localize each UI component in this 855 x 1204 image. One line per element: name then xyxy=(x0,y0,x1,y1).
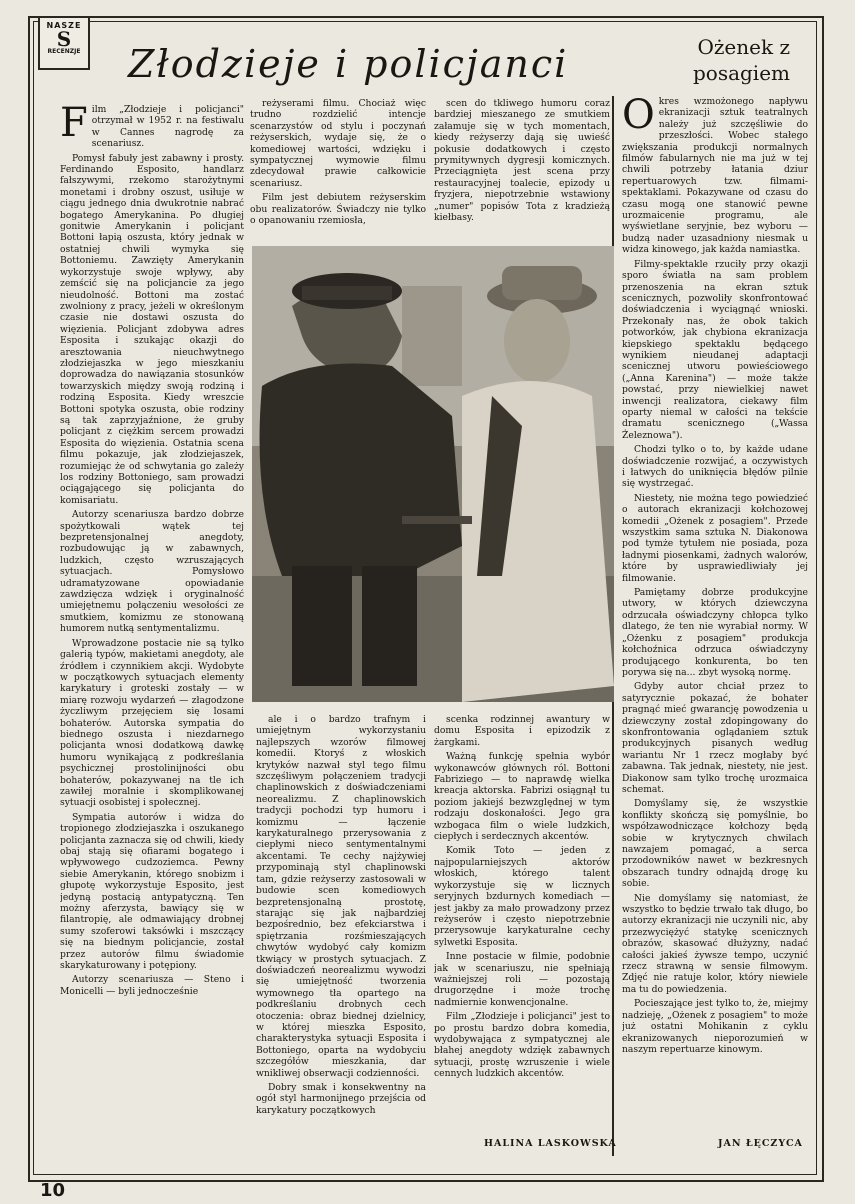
paragraph: Autorzy scenariusza bardzo dobrze spożytkowali wątek tej bezpretensjonalnej anegdoty, rozbudowując ją w zabawnych, ludzkich, często wzruszających sytuacjach. Pomysłowo udramatyzowane opowiadanie zawdzięcza wdzięk i oryginalność umiejętnemu połączeniu wesołości ze smutkiem, komizmu ze stonowaną humorem nutką sentymentalizmu. xyxy=(60,509,244,635)
masthead-line3: RECENZJE xyxy=(47,48,81,55)
paragraph: scen do tkliwego humoru coraz bardziej mieszanego ze smutkiem załamuje się w tych momentach, kiedy reżyserzy dają się uwieść pokusie dodatkowych i często prymitywnych dygresji komicznych. Przeciągnięta jest scena przy restauracyjnej toalecie, epizody u fryzjera, niepotrzebnie wstawiony „numer" popisów Tota z kradzieżą kiełbasy. xyxy=(434,98,610,224)
paragraph: Pomysł fabuły jest zabawny i prosty. Ferdinando Esposito, handlarz fałszywymi, rzekomo starożytnymi monetami i drobny oszust, usiłuje w ciągu jednego dnia dwukrotnie nabrać bogatego Amerykanina. Po długiej gonitwie Amerykanin i policjant Bottoni łapią oszusta, który jednak w ostatniej chwili wymyka się Bottoniemu. Zawzięty Amerykanin wykorzystuje swoje wpływy, aby zemścić się na policjancie za jego nieudolność. Bottoni ma zostać zwolniony z pracy, jeżeli w określonym czasie nie dostawi oszusta do więzienia. Policjant zdobywa adres Esposita i szukając okazji do aresztowania nieuchwytnego złodziejaszka w jego mieszkaniu doprowadza do nawiązania stosunków towarzyskich między swoją rodziną i rodziną Esposita. Kiedy wreszcie Bottoni spotyka oszusta, obie rodziny są tak zaprzyjaźnione, że gruby policjant z ciężkim sercem prowadzi Esposita do więzienia. Ostatnia scena filmu pokazuje, jak złodziejaszek, rozumiejąc że od schwytania go zależy los rodziny Bottoniego, sam prowadzi ociągającego się policjanta do komisariatu. xyxy=(60,152,244,506)
paragraph: Film „Złodzieje i policjanci" otrzymał w 1952 r. na festiwalu w Cannes nagrodę za scenariusz. xyxy=(60,104,244,150)
paragraph: Wprowadzone postacie nie są tylko galerią typów, makietami anegdoty, ale źródłem i czynnikiem akcji. Wydobyte w początkowych sytuacjach elementy karykatury i groteski zostały — w miarę rozwoju wydarzeń — złagodzone życzliwym przejęciem się losami bohaterów. Autorska sympatia do biednego oszusta i niezdarnego policjanta wnosi dodatkową dawkę humoru wynikającą z podkreślania psychicznej prostolinijności obu bohaterów, pokazywanej na tle ich zawiłej moralnie i skomplikowanej sytuacji osobistej i społecznej. xyxy=(60,637,244,809)
paragraph: Film jest debiutem reżyserskim obu realizatorów. Świadczy nie tylko o opanowaniu rzemiosła, xyxy=(250,192,426,227)
paragraph: Autorzy scenariusza — Steno i Monicelli — byli jednocześnie xyxy=(60,974,244,997)
article1-author: HALINA LASKOWSKA xyxy=(484,1138,617,1149)
article2-column xyxy=(622,96,808,1156)
masthead-line2: S xyxy=(56,27,72,51)
article2-title: Ożenek z posagiem xyxy=(692,35,790,85)
paragraph: Okres wzmożonego napływu ekranizacji sztuk teatralnych należy już szczęśliwie do przeszłości. Wobec stałego zwiększania produkcji normalnych filmów fabularnych nie ma już w tej chwili potrzeby łatania dziur repertuarowych tzw. filmami-spektaklami. Pokazywane od czasu do czasu mogą one stanowić pewne urozmaicenie programu, ale wyświetlane seryjnie, bez wyboru — budzą nader uzasadniony niesmak u widza kinowego, jak każda namiastka. xyxy=(622,96,808,256)
paragraph: Inne postacie w filmie, podobnie jak w scenariuszu, nie spełniają ważniejszej roli — pozostają drugorzędne i może trochę nadmiernie konwencjonalne. xyxy=(434,951,610,1008)
paragraph: Filmy-spektakle rzuciły przy okazji sporo światła na sam problem przenoszenia na ekran sztuk scenicznych, pozwoliły skonfrontować doświadczenia i wyciągnąć wnioski. Przekonały nas, że obok takich potworków, jak chybiona ekranizacja kiepskiego spektaklu będącego wynikiem nieudanej adaptacji scenicznej utworu powieściowego („Anna Karenina") — może także powstać, przy niewielkiej nawet inwencji realizatora, ciekawy film oparty niemal w całości na tekście dramatu scenicznego („Wassa Żeleznowa"). xyxy=(622,258,808,441)
article2-author: JAN ŁĘCZYCA xyxy=(718,1138,803,1149)
article1-column3-bottom xyxy=(434,714,610,1134)
paragraph: Film „Złodzieje i policjanci" jest to po prostu bardzo dobra komedia, wydobywająca z sympatycznej ale błahej anegdoty wdzięk zabawnych sytuacji, prostę wzruszenie i wiele cennych ludzkich akcentów. xyxy=(434,1011,610,1080)
paragraph: Chodzi tylko o to, by każde udane doświadczenie rozwijać, a oczywistych i łatwych do uniknięcia błędów pilnie się wystrzegać. xyxy=(622,444,808,490)
paragraph: scenka rodzinnej awantury w domu Esposita i epizodzik z żargkami. xyxy=(434,714,610,748)
drop-cap: F xyxy=(60,104,88,146)
paragraph: Komik Toto — jeden z najpopularniejszych aktorów włoskich, którego talent wykorzystuje się w licznych seryjnych bzdurnych komediach — jest jakby za mało prowadzony przez reżyserów i często niepotrzebnie przerysowuje karykaturalne cechy sylwetki Esposita. xyxy=(434,845,610,948)
paragraph: Ważną funkcję spełnia wybór wykonawców głównych ról. Bottoni Fabriziego — to naprawdę wielka kreacja aktorska. Fabrizi osiągnął tu poziom jakiejś bezwzględnej w tym rodzaju doskonałości. Jego gra wzbogaca film o wiele ludzkich, ciepłych i serdecznych akcentów. xyxy=(434,751,610,843)
paragraph: Pocieszające jest tylko to, że, miejmy nadzieję, „Ożenek z posagiem" to może już ostatni Mohikanin z cyklu ekranizowanych nieporozumień w naszym repertuarze kinowym. xyxy=(622,998,808,1055)
paragraph: Nie domyślamy się natomiast, że wszystko to będzie trwało tak długo, bo autorzy ekranizacji nie uczynili nic, aby przezwyciężyć statykę scenicznych obrazów, skasować dłużyzny, nadać całości jakieś żywsze tempo, uczynić rzecz strawną w sensie filmowym. Zdjęć nie ratuje kolor, który niewiele ma tu do powiedzenia. xyxy=(622,892,808,995)
film-still-photo xyxy=(252,246,614,702)
paragraph: Pamiętamy dobrze produkcyjne utwory, w których dziewczyna odrzucała oświadczyny chłopca tylko dlatego, że ten nie wyrabiał normy. W „Ożenku z posagiem" produkcja kołchoźnica odrzuca oświadczyny prodującego konkurenta, bo ten porywa się na... zbyt wysoką normę. xyxy=(622,587,808,678)
masthead-logo xyxy=(38,16,90,70)
article1-title: Złodzieje i policjanci xyxy=(128,42,569,86)
paragraph: Sympatia autorów i widza do tropionego złodziejaszka i oszukanego policjanta zaznacza się od chwili, kiedy obaj stają się ofiarami bogatego i wpływowego cudzoziemca. Pewny siebie Amerykanin, którego snobizm i głupotę wykorzystuje Esposito, jest jedyną postacią antypatyczną. Ten możny aferzysta, bawiący się w filantropię, ale odmawiający drobnej sumy szoferowi taksówki i mszczący się na biednym policjancie, został przez autorów filmu świadomie skarykaturowany i potępiony. xyxy=(60,811,244,972)
paragraph: Dobry smak i konsekwentny na ogół styl harmonijnego przejścia od karykatury początkowych xyxy=(256,1082,426,1116)
article1-column2-bottom xyxy=(256,714,426,1154)
masthead-line1: NASZE xyxy=(46,21,82,30)
paragraph: ale i o bardzo trafnym i umiejętnym wykorzystaniu najlepszych wzorów filmowej komedii. Ktoryś z włoskich krytyków nazwał styl tego filmu szczęśliwym połączeniem tradycji chaplinowskich z doświadczeniami neorealizmu. Z chaplinowskich tradycji pochodzi typ humoru i komizmu — łączenie karykaturalnego przerysowania z ciepłymi nieco sentymentalnymi akcentami. Te cechy najżywiej przypominają styl chaplinowski tam, gdzie reżyserzy zastosowali w budowie scen komediowych bezpretensjonalną prostotę, starając się jak najbardziej bezpośrednio, bez efekciarstwa i spiętrzania rozśmieszających chwytów wydobyć cały komizm tkwiący w prostych sytuacjach. Z doświadczeń neorealizmu wywodzi się umiejętność tworzenia wymownego tła opartego na podkreślaniu drobnych cech otoczenia: obraz biednej dzielnicy, w której mieszka Esposito, charakterystyka sytuacji Esposita i Bottoniego, oparta na wydobyciu szczegółów mieszkania, dar wnikliwej obserwacji codzienności. xyxy=(256,714,426,1079)
article1-column1 xyxy=(60,104,244,1154)
drop-cap: O xyxy=(622,96,655,138)
article1-column3-top xyxy=(434,98,610,250)
paragraph: Domyślamy się, że wszystkie konflikty skończą się pomyślnie, bo współzawodniczące kołchozy będą sobie w krytycznych chwilach nawzajem pomagać, a serca przodowników nawet w bezkresnych obszarach tundry odnajdą drogę ku sobie. xyxy=(622,798,808,890)
paragraph: Niestety, nie można tego powiedzieć o autorach ekranizacji kołchozowej komedii „Ożenek z posagiem". Przede wszystkim sama sztuka N. Diakonowa pod tymże tytułem nie posiada, poza ładnymi piosenkami, żadnych walorów, które by usprawiedliwiały jej filmowanie. xyxy=(622,492,808,584)
paragraph: Gdyby autor chciał przez to satyrycznie pokazać, że bohater pragnąć mieć gwarancję powodzenia u dziewczyny został zdopingowany do skonfrontowania oglądaniem sztuk produkcyjnych pisanych według wariantu Nr 1 rzecz mogłaby być zabawna. Tak jednak, niestety, nie jest. Diakonow sam tylko trochę urozmaica schemat. xyxy=(622,681,808,795)
article1-column2-top xyxy=(250,98,426,250)
paragraph: reżyserami filmu. Chociaż więc trudno rozdzielić intencje scenarzystów od stylu i poczynań reżyserskich, wydaje się, że o komediowej wartości, wdzięku i sympatycznej wymowie filmu zdecydował prawie całkowicie scenariusz. xyxy=(250,98,426,189)
page-number: 10 xyxy=(40,1180,66,1201)
